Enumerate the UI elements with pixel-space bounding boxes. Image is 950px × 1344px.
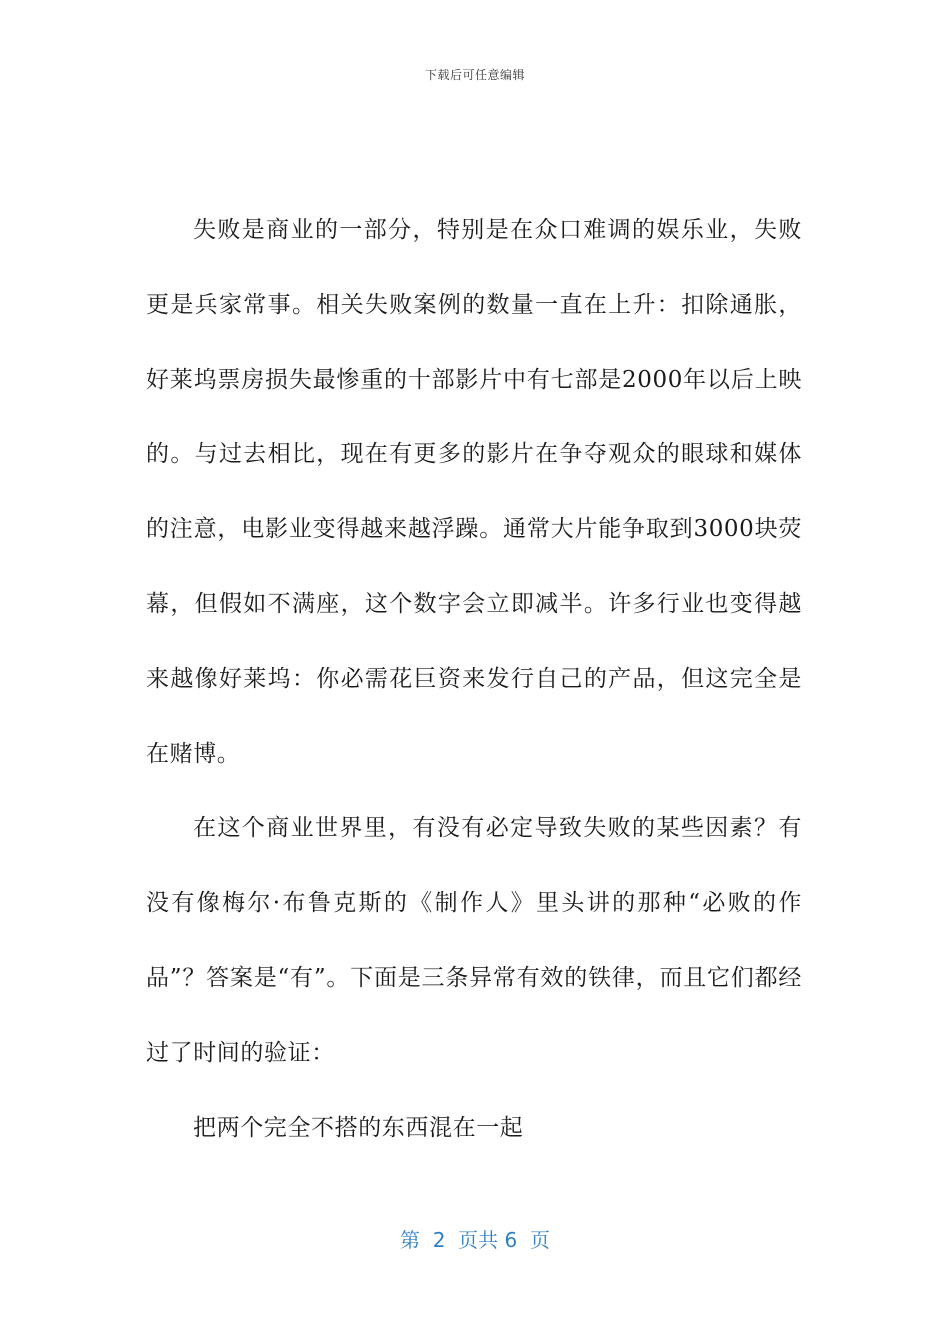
paragraph-1: 失败是商业的一部分，特别是在众口难调的娱乐业，失败更是兵家常事。相关失败案例的数量一直在上升：扣除通胀，好莱坞票房损失最惨重的十部影片中有七部是2000年以后上映的。与过去相比，现在有更多的影片在争夺观众的眼球和媒体的注意，电影业变得越来越浮躁。通常大片能争取到3000块荧幕，但假如不满座，这个数字会立即减半。许多行业也变得越来越像好莱坞：你必需花巨资来发行自己的产品，但这完全是在赌博。 (146, 217, 802, 767)
paragraph-3: 把两个完全不搭的东西混在一起 (193, 1114, 524, 1141)
document-body (146, 193, 802, 1165)
paragraph-2: 在这个商业世界里，有没有必定导致失败的某些因素？有没有像梅尔·布鲁克斯的《制作人》里头讲的那种“必败的作品”？答案是“有”。下面是三条异常有效的铁律，而且它们都经过了时间的验证： (146, 815, 802, 1066)
page-header: 下载后可任意编辑 (424, 68, 525, 82)
page-footer: 第 2 页共 6 页 (400, 1228, 550, 1252)
